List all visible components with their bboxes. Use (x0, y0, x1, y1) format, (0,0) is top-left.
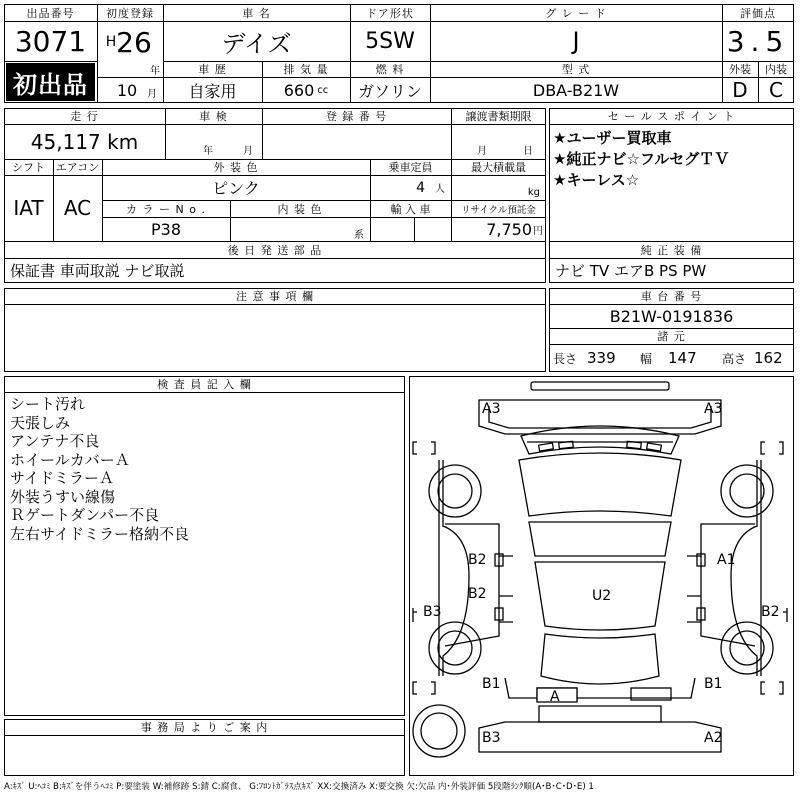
displacement-label: 排 気 量 (283, 63, 329, 76)
mileage: 45,117 km (30, 129, 139, 154)
exterior-grade: D (732, 78, 748, 102)
lot-number-label: 出品番号 (26, 6, 75, 20)
plate-label: 登 録 番 号 (325, 110, 388, 123)
color-no: P38 (150, 219, 181, 239)
inspection-month-unit: 月 (243, 145, 253, 157)
chassis-number: B21W-0191836 (609, 306, 734, 326)
first-listing-badge: 初出品 (6, 63, 95, 101)
exterior-grade-label: 外装 (729, 63, 751, 76)
history: 自家用 (188, 81, 237, 101)
import-label: 輸 入 車 (390, 202, 431, 216)
grade-label: グ レ ー ド (545, 6, 607, 20)
inspection-year-unit: 年 (203, 145, 213, 157)
transfer-label: 譲渡書類期限 (465, 110, 532, 123)
ext-color-label: 外 装 色 (213, 161, 259, 174)
displacement: 660 cc (283, 80, 329, 100)
fuel: ガソリン (357, 81, 422, 101)
later-parts: 保証書 車両取説 ナビ取説 (10, 262, 185, 280)
damage-mark: B2 (468, 586, 487, 602)
fuel-label: 燃 料 (375, 63, 405, 76)
recycle-label: リサイクル預託金 (461, 204, 536, 216)
damage-mark: B2 (468, 552, 487, 568)
sales-point: ★キーレス☆ (553, 171, 640, 189)
sales-point: ★純正ナビ☆フルセグＴＶ (553, 150, 730, 168)
equipment-label: 純 正 装 備 (640, 243, 703, 257)
later-parts-label: 後 日 発 送 部 品 (227, 243, 323, 257)
dim-length: 長さ 339 (553, 349, 616, 367)
shift: IAT (13, 196, 44, 220)
damage-mark: A (550, 689, 560, 705)
dim-height: 高さ 162 (722, 349, 783, 367)
inspection-label: 車 検 (199, 110, 228, 123)
reg-month-unit: 月 (147, 88, 157, 100)
damage-mark: B2 (761, 604, 780, 620)
interior-grade: C (769, 78, 783, 102)
equipment: ナビ TV エアB PS PW (555, 262, 707, 280)
footer-legend: A:ｷｽﾞ U:ﾍｺﾐ B:ｷｽﾞを伴うﾍｺﾐ P:要塗装 W:補修跡 S:錆 C:腐食、 G:ﾌﾛﾝﾄｶﾞﾗｽ点ｷｽﾞ XX:交換済み X:要交換 欠:欠品 内･外装評価 5段階ﾗﾝｸ順(A･B･C･D･E) 1 (4, 782, 594, 792)
transfer-month-unit: 月 (477, 145, 487, 157)
damage-mark: A3 (482, 401, 501, 417)
score-label: 評価点 (740, 6, 776, 20)
sales-points-label: セ ー ル ス ポ イ ン ト (607, 110, 736, 123)
dimensions-label: 諸 元 (657, 330, 686, 343)
inspector-item: シート汚れ (10, 395, 86, 413)
inspector-item: 左右サイドミラー格納不良 (10, 524, 189, 543)
int-color-unit: 系 (354, 229, 364, 241)
inspector-item: ホイールカバーＡ (10, 450, 130, 469)
car-name-label: 車 名 (242, 6, 271, 20)
damage-mark: B1 (704, 676, 723, 692)
ext-color: ピンク (212, 179, 260, 198)
load-label: 最大積載量 (471, 161, 526, 174)
recycle-fee: 7,750 円 (486, 219, 543, 239)
chassis-label: 車 台 番 号 (640, 290, 703, 303)
history-label: 車 歴 (198, 63, 227, 76)
ac: AC (63, 196, 92, 220)
inspector-label: 検 査 員 記 入 欄 (157, 378, 252, 391)
color-no-label: カ ラ ー N o . (126, 202, 206, 216)
sales-point: ★ユーザー買取車 (553, 129, 672, 147)
inspector-item: サイドミラーＡ (10, 469, 114, 487)
office-label: 事 務 局 よ り ご 案 内 (140, 721, 269, 734)
reg-year-unit: 年 (150, 65, 160, 77)
lot-number: 3071 (14, 24, 87, 58)
notes-label: 注 意 事 項 欄 (236, 290, 314, 303)
car-name: デイズ (221, 29, 292, 58)
dim-width: 幅 147 (640, 349, 697, 367)
damage-mark: U2 (592, 588, 612, 604)
damage-mark: B3 (423, 604, 442, 620)
score: 3.5 (726, 24, 790, 58)
sales-points-list (553, 128, 729, 191)
damage-mark: A3 (704, 401, 723, 417)
mileage-label: 走 行 (70, 110, 99, 123)
inspector-item: Ｒゲートダンパー不良 (10, 506, 160, 524)
model-code-label: 型 式 (561, 63, 591, 76)
reg-month: 10 (116, 80, 138, 100)
load-unit: kg (527, 186, 540, 198)
damage-mark: B3 (482, 730, 501, 746)
door-type: 5SW (365, 28, 415, 54)
capacity: 4 人 (416, 179, 445, 196)
interior-grade-label: 内装 (765, 63, 787, 76)
capacity-label: 乗車定員 (388, 161, 433, 174)
grade: J (572, 27, 580, 55)
door-label: ドア形状 (366, 6, 414, 20)
reg-year: 26 (116, 25, 152, 59)
damage-mark: A2 (704, 730, 723, 746)
ac-label: エアコン (55, 161, 100, 174)
damage-mark: A1 (717, 552, 736, 568)
first-reg-label: 初度登録 (106, 6, 154, 20)
car-diagram (409, 376, 794, 776)
inspector-item: 外装うすい線傷 (10, 487, 116, 506)
shift-label: シフト (12, 161, 45, 174)
model-code: DBA-B21W (532, 80, 620, 100)
inspector-notes (10, 395, 189, 543)
transfer-day-unit: 日 (523, 145, 533, 157)
int-color-label: 内 装 色 (277, 202, 323, 216)
inspector-item: アンテナ不良 (10, 432, 100, 450)
reg-era: H (105, 34, 117, 50)
damage-mark: B1 (482, 676, 501, 692)
inspector-item: 天張しみ (10, 413, 71, 432)
